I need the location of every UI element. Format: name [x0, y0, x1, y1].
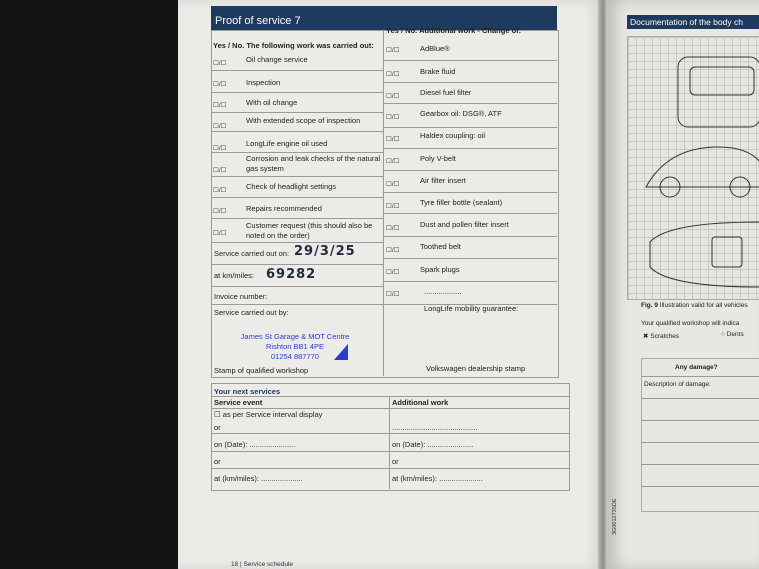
right-item: Tyre filler bottle (sealant) [420, 198, 503, 207]
checkbox: ☐/☐ [386, 158, 400, 165]
left-item: Customer request (this should also be noted on the order) [246, 221, 373, 240]
service-date-value: 29/3/25 [294, 244, 356, 259]
checkbox: ☐/☐ [386, 291, 400, 298]
checkbox: ☐/☐ [386, 71, 400, 78]
checkbox: ☐/☐ [213, 123, 227, 130]
left-item: Corrosion and leak checks of the natural gas system [246, 154, 381, 173]
next-services-divider [389, 396, 390, 489]
right-column-header: Yes / No. Additional work - Change of: [386, 26, 522, 35]
right-item: Diesel fuel filter [420, 88, 472, 97]
body-doc-title: Documentation of the body ch [627, 15, 759, 29]
km-label: at km/miles: [214, 271, 255, 280]
stamp-line: Rishton BB1 4PE [266, 342, 324, 351]
right-item: Spark plugs [420, 265, 460, 274]
checkbox: ☐/☐ [386, 203, 400, 210]
checkbox: ☐/☐ [213, 102, 227, 109]
stamp-label: Stamp of qualified workshop [214, 366, 309, 375]
left-item: With extended scope of inspection [246, 116, 361, 125]
or-label: or [214, 423, 221, 432]
damage-description-label: Description of damage: [644, 381, 711, 388]
scratches-legend: ✖ Scratches [643, 333, 680, 340]
checkbox: ☐/☐ [213, 81, 227, 88]
checkbox: ☐/☐ [213, 145, 227, 152]
checkbox: ☐/☐ [213, 208, 227, 215]
right-item: Air filter insert [420, 176, 466, 185]
right-item: Brake fluid [420, 67, 456, 76]
dealer-stamp-label: Volkswagen dealership stamp [426, 364, 526, 373]
right-item: Haldex coupling: oil [420, 131, 486, 140]
fig-caption-text: Illustration valid for all vehicles [659, 302, 748, 309]
stamp-logo-icon [334, 344, 348, 360]
checkbox: ☐/☐ [386, 181, 400, 188]
left-item: With oil change [246, 98, 298, 107]
left-item: Repairs recommended [246, 204, 322, 213]
dents-legend: ○ Dents [721, 331, 744, 338]
stamp-line: James St Garage & MOT Centre [240, 332, 350, 341]
left-item: Oil change service [246, 55, 308, 64]
right-item: Poly V-belt [420, 154, 456, 163]
left-item: Inspection [246, 78, 281, 87]
additional-date-field: on (Date): ...................... [392, 440, 474, 449]
checkbox: ☐/☐ [386, 269, 400, 276]
next-date-field: on (Date): ...................... [214, 440, 296, 449]
stamp-line: 01254 887770 [271, 352, 319, 361]
additional-work-header: Additional work [392, 398, 449, 407]
left-item: Check of headlight settings [246, 182, 337, 191]
right-item: Gearbox oil: DSG®, ATF [420, 109, 502, 118]
interval-option: ☐ as per Service interval display [214, 410, 323, 419]
fig-caption [641, 302, 748, 309]
service-date-label: Service carried out on: [214, 249, 290, 258]
car-diagram [627, 36, 759, 300]
checkbox: ☐/☐ [386, 93, 400, 100]
right-item: AdBlue® [420, 44, 450, 53]
fig-caption-number: Fig. 9 [641, 302, 658, 309]
or-label: or [392, 457, 399, 466]
side-code: 3G0012735DE [612, 498, 618, 535]
additional-dotted-line: ......................................... [392, 423, 478, 432]
invoice-label: Invoice number: [214, 292, 268, 301]
left-item: LongLife engine oil used [246, 139, 328, 148]
km-value: 69282 [266, 267, 317, 282]
checkbox: ☐/☐ [386, 247, 400, 254]
next-km-field: at (km/miles): .................... [214, 474, 303, 483]
checkbox: ☐/☐ [213, 167, 227, 174]
checkbox: ☐/☐ [213, 230, 227, 237]
checkbox: ☐/☐ [386, 47, 400, 54]
service-event-header: Service event [214, 398, 263, 407]
mobility-guarantee-label: LongLife mobility guarantee: [424, 304, 519, 313]
checkbox: ☐/☐ [213, 60, 227, 67]
checkbox: ☐/☐ [386, 225, 400, 232]
damage-title: Any damage? [675, 364, 718, 371]
checkbox: ☐/☐ [386, 114, 400, 121]
additional-km-field: at (km/miles): ..................... [392, 474, 483, 483]
next-services-title: Your next services [214, 387, 281, 396]
indicate-text: Your qualified workshop will indica [641, 320, 740, 327]
right-item: .................. [424, 287, 462, 296]
checkbox: ☐/☐ [213, 187, 227, 194]
or-label: or [214, 457, 221, 466]
left-column-header: Yes / No. The following work was carried out: [213, 41, 374, 50]
page-footer: 18 | Service schedule [231, 561, 294, 568]
right-item: Toothed belt [420, 242, 461, 251]
checkbox: ☐/☐ [386, 136, 400, 143]
proof-of-service-title: Proof of service 7 [211, 6, 557, 30]
car-outline-icon [628, 37, 759, 299]
service-by-label: Service carried out by: [214, 308, 289, 317]
right-item: Dust and pollen filter insert [420, 220, 509, 229]
